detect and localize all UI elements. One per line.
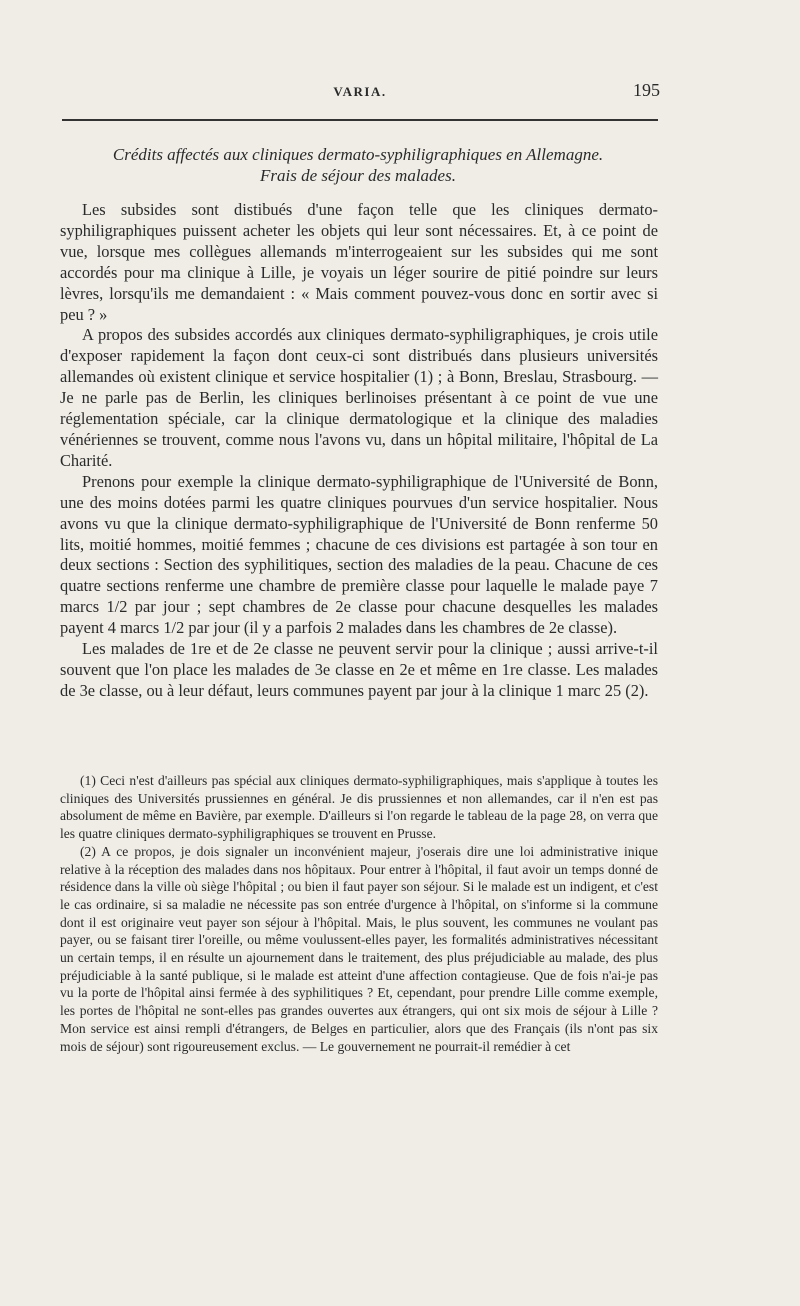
body-text: [60, 200, 658, 702]
article-title-line-1: Crédits affectés aux cliniques dermato-syphiligraphiques en Allemagne.: [112, 145, 604, 164]
body-paragraph-1: Les subsides sont distibués d'une façon telle que les cliniques dermato-syphiligraphiques puissent acheter les objets qui leur sont nécessaires. Et, à ce point de vue, lorsque mes collègues allemands m'interrogeaient sur les subsides qui me sont accordés pour ma clinique à Lille, je voyais un léger sourire de pitié poindre sur leurs lèvres, lorsqu'ils me demandaient : « Mais comment pouvez-vous donc en sortir avec si peu ? »: [60, 200, 658, 324]
body-paragraph-3: Prenons pour exemple la clinique dermato-syphiligraphique de l'Université de Bonn, une des moins dotées parmi les quatre cliniques pourvues d'un service hospitalier. Nous avons vu que la clinique dermato-syphiligraphique de l'Université de Bonn renferme 50 lits, moitié hommes, moitié femmes ; chacune de ces divisions est partagée à son tour en deux sections : Section des syphilitiques, section des maladies de la peau. Chacune de ces quatre sections renferme une chambre de première classe pour laquelle le malade paye 7 marcs 1/2 par jour ; sept chambres de 2e classe pour chacune desquelles les malades payent 4 marcs 1/2 par jour (il y a parfois 2 malades dans les chambres de 2e classe).: [60, 471, 658, 638]
footnote-1: (1) Ceci n'est d'ailleurs pas spécial aux cliniques dermato-syphiligraphiques, mais s'applique à toutes les cliniques des Universités prussiennes en général. Je dis prussiennes et non allemandes, car il n'en est pas absolument de même en Bavière, par exemple. D'ailleurs si l'on regarde le tableau de la page 28, on verra que les quatre cliniques dermato-syphiligraphiques se trouvent en Prusse.: [60, 773, 658, 842]
footnotes: [60, 772, 658, 1055]
header-rule: [62, 119, 658, 121]
footnote-2: (2) A ce propos, je dois signaler un inconvénient majeur, j'oserais dire une loi administrative inique relative à la réception des malades dans nos hôpitaux. Pour entrer à l'hôpital, il faut avoir un temps donné de résidence dans la ville où siège l'hôpital ; ou bien il faut payer son séjour. Si le malade est un indigent, et c'est le cas ordinaire, si sa maladie ne nécessite pas son entrée d'urgence à l'hôpital, on s'informe si la commune dont il est originaire veut payer son séjour à l'hôpital. Mais, le plus souvent, les communes ne voulant pas payer, ou se faisant tirer l'oreille, ou même voulussent-elles payer, les formalités administratives nécessitant un certain temps, il en résulte un ajournement dans le traitement, des plus préjudiciable au malade, des plus préjudiciable à la santé publique, si le malade est atteint d'une affection contagieuse. Que de fois n'ai-je pas vu la porte de l'hôpital ainsi fermée à des syphilitiques ? Et, cependant, pour prendre Lille comme exemple, les portes de l'hôpital ne sont-elles pas grandes ouvertes aux étrangers, qui ont six mois de séjour à Lille ? Mon service est ainsi rempli d'étrangers, de Belges en particulier, alors que des Français (ils n'ont pas six mois de séjour) sont rigoureusement exclus. — Le gouvernement ne pourrait-il remédier à cet: [60, 843, 658, 1054]
page-number: 195: [633, 80, 660, 100]
article-title: [56, 144, 660, 186]
section-title: VARIA.: [333, 84, 387, 99]
article-title-line-2: Frais de séjour des malades.: [260, 166, 456, 185]
body-paragraph-4: Les malades de 1re et de 2e classe ne peuvent servir pour la clinique ; aussi arrive-t-il souvent que l'on place les malades de 3e classe en 2e et même en 1re classe. Les malades de 3e classe, ou à leur défaut, leurs communes payent par jour à la clinique 1 marc 25 (2).: [60, 639, 658, 700]
running-head: [60, 80, 660, 104]
body-paragraph-2: A propos des subsides accordés aux cliniques dermato-syphiligraphiques, je crois utile d'exposer rapidement la façon dont ceux-ci sont distribués dans plusieurs universités allemandes où existent clinique et service hospitalier (1) ; à Bonn, Breslau, Strasbourg. — Je ne parle pas de Berlin, les cliniques berlinoises présentant à ce point de vue une réglementation spéciale, car la clinique dermatologique et la clinique des maladies vénériennes se trouvent, comme nous l'avons vu, dans un hôpital militaire, l'hôpital de La Charité.: [60, 325, 658, 470]
